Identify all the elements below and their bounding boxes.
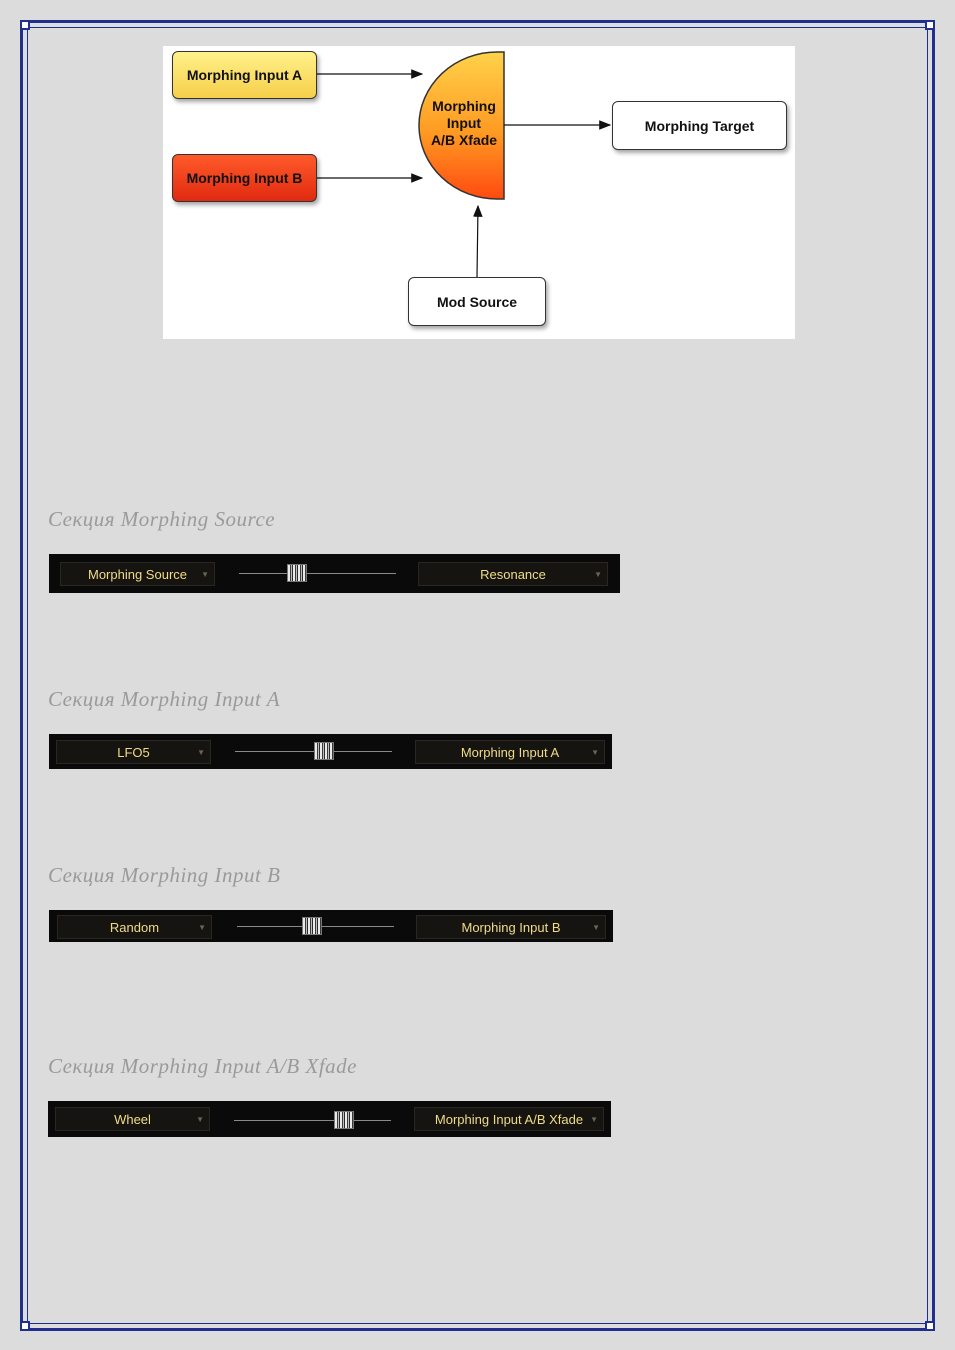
chevron-down-icon: ▼ xyxy=(197,748,205,757)
mod-source-box xyxy=(408,277,546,326)
xfade-label-line2: Input xyxy=(446,115,482,131)
xfade-label-line1: Morphing xyxy=(432,98,496,114)
frame-corner-bottom-left xyxy=(20,1321,30,1331)
right-dropdown-value: Morphing Input B xyxy=(461,919,561,935)
right-dropdown[interactable] xyxy=(416,915,606,939)
frame-corner-top-right xyxy=(925,20,935,30)
left-dropdown-value: Morphing Source xyxy=(88,566,187,582)
control-bar-morphing-input-a xyxy=(49,734,612,769)
mod-source-label: Mod Source xyxy=(436,293,518,310)
right-dropdown[interactable] xyxy=(418,562,608,586)
chevron-down-icon: ▼ xyxy=(594,570,602,579)
chevron-down-icon: ▼ xyxy=(196,1115,204,1124)
morphing-diagram xyxy=(163,46,795,339)
slider-handle[interactable] xyxy=(314,742,334,760)
section-title-morphing-input-a: Секция Morphing Input A xyxy=(48,687,281,711)
section-title-morphing-input-b: Секция Morphing Input B xyxy=(48,863,281,887)
right-dropdown-value: Resonance xyxy=(480,566,546,582)
slider-handle[interactable] xyxy=(287,564,307,582)
right-dropdown[interactable] xyxy=(414,1107,604,1131)
slider-handle[interactable] xyxy=(334,1111,354,1129)
left-dropdown[interactable] xyxy=(56,740,211,764)
right-dropdown-value: Morphing Input A/B Xfade xyxy=(434,1111,584,1127)
chevron-down-icon: ▼ xyxy=(591,748,599,757)
morphing-input-a-label: Morphing Input A xyxy=(186,67,303,83)
left-dropdown[interactable] xyxy=(60,562,215,586)
slider-handle[interactable] xyxy=(302,917,322,935)
morphing-target-label: Morphing Target xyxy=(644,117,755,134)
frame-corner-top-left xyxy=(20,20,30,30)
chevron-down-icon: ▼ xyxy=(592,923,600,932)
slider-track[interactable] xyxy=(234,1120,391,1121)
right-dropdown-value: Morphing Input A xyxy=(460,744,560,760)
arrow-mod-source xyxy=(477,206,478,277)
morphing-target-box xyxy=(612,101,787,150)
chevron-down-icon: ▼ xyxy=(198,923,206,932)
section-title-morphing-xfade: Секция Morphing Input A/B Xfade xyxy=(48,1054,357,1078)
morphing-input-a-box xyxy=(172,51,317,99)
chevron-down-icon: ▼ xyxy=(201,570,209,579)
right-dropdown[interactable] xyxy=(415,740,605,764)
morphing-input-b-box xyxy=(172,154,317,202)
control-bar-morphing-source xyxy=(49,554,620,593)
xfade-label xyxy=(419,98,509,149)
left-dropdown-value: Random xyxy=(109,919,160,935)
chevron-down-icon: ▼ xyxy=(590,1115,598,1124)
xfade-label-line3: A/B Xfade xyxy=(430,132,498,148)
control-bar-morphing-xfade xyxy=(48,1101,611,1137)
left-dropdown-value: LFO5 xyxy=(117,744,150,760)
control-bar-morphing-input-b xyxy=(49,910,613,942)
frame-corner-bottom-right xyxy=(925,1321,935,1331)
slider-track[interactable] xyxy=(239,573,396,574)
section-title-morphing-source: Секция Morphing Source xyxy=(48,507,276,531)
morphing-input-b-label: Morphing Input B xyxy=(186,170,303,186)
left-dropdown[interactable] xyxy=(55,1107,210,1131)
left-dropdown[interactable] xyxy=(57,915,212,939)
left-dropdown-value: Wheel xyxy=(114,1111,151,1127)
